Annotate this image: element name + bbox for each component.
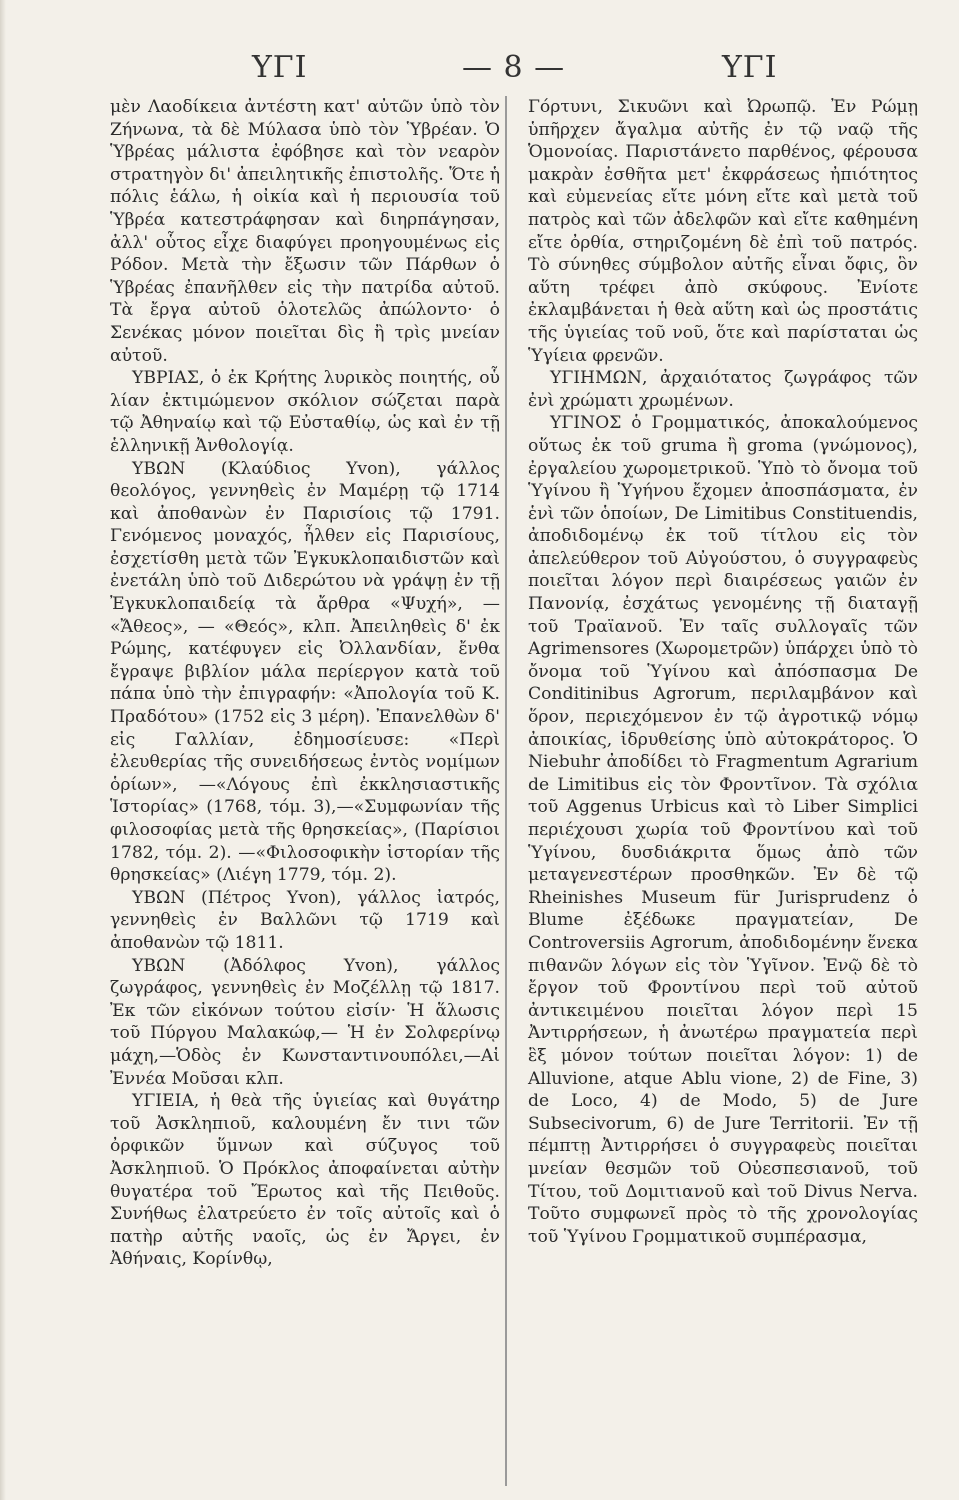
page-edge-shadow	[0, 0, 6, 1500]
entry-hygieia: ΥΓΙΕΙΑ, ἡ θεὰ τῆς ὑγιείας καὶ θυγάτηρ τοῦ Ἀσκληπιοῦ, καλουμένη ἔν τινι τῶν ὀρφικῶν ὕμνων καὶ σύζυγος τοῦ Ἀσκληπιοῦ. Ὁ Πρόκλος ἀποφαίνεται αὐτὴν θυγατέρα τοῦ Ἔρωτος καὶ τῆς Πειθοῦς. Συνήθως ἐλατρεύετο ἐν τοῖς αὐτοῖς καὶ ὁ πατὴρ αὐτῆς ναοῖς, ὡς ἐν Ἄργει, ἐν Ἀθήναις, Κορίνθῳ,	[110, 1091, 500, 1270]
page-number: — 8 —	[462, 50, 566, 85]
entry-hygiemon: ΥΓΙΗΜΩΝ, ἀρχαιότατος ζωγράφος τῶν ἐνὶ χρώματι χρωμένων.	[528, 368, 918, 411]
entry-hyginus: ΥΓΙΝΟΣ ὁ Γρομματικός, ἀποκαλούμενος οὕτως ἐκ τοῦ gruma ἢ groma (γνώμονος), ἐργαλείου χωρομετρικοῦ. Ὑπὸ τὸ ὄνομα τοῦ Ὑγίνου ἢ Ὑγήνου ἔχομεν ἀποσπάσματα, ἐν ἑνὶ τῶν ὁποίων, De Limitibus Constituendis, ἀποδιδομένῳ ἐκ τοῦ τίτλου εἰς τὸν ἀπελεύθερον τοῦ Αὐγούστου, ὁ συγγραφεὺς ποιεῖται λόγον περὶ διαιρέσεως γαιῶν ἐν Πανονίᾳ, ἐσχάτως γενομένης τῇ διαταγῇ τοῦ Τραϊανοῦ. Ἐν ταῖς συλλογαῖς τῶν Agrimensores (Χωρομετρῶν) ὑπάρχει ὑπὸ τὸ ὄνομα τοῦ Ὑγίνου καὶ ἀπόσπασμα De Conditinibus Agrorum, περιλαμβάνον καὶ ὅρον, περιεχόμενον ἐν τῷ ἀγροτικῷ νόμῳ ἀποικίας, ἱδρυθείσης ὑπὸ αὐτοκράτορος. Ὁ Niebuhr ἀποδίδει τὸ Fragmentum Agrarium de Limitibus εἰς τὸν Φροντῖνον. Τὰ σχόλια τοῦ Aggenus Urbicus καὶ τὸ Liber Simplici περιέχουσι χωρία τοῦ Φροντίνου καὶ τοῦ Ὑγίνου, δυσδιάκριτα ὅμως ἀπὸ τῶν μεταγενεστέρων προσθηκῶν. Ἐν δὲ τῷ Rheinishes Museum für Jurisprudenz ὁ Blume ἐξέδωκε πραγματείαν, De Controversiis Agrorum, ἀποδιδομένην ἕνεκα πιθανῶν λόγων εἰς τὸν Ὑγῖνον. Ἐνῷ δὲ τὸ ἔργον τοῦ Φροντίνου περὶ τοῦ αὐτοῦ ἀντικειμένου ποιεῖται λόγον περὶ 15 Ἀντιρρήσεων, ἡ ἀνωτέρω πραγματεία περὶ ἓξ μόνον τούτων ποιεῖται λόγον: 1) de Alluvione, atque Ablu vione, 2) de Fine, 3) de Loco, 4) de Modo, 5) de Jure Subsecivorum, 6) de Jure Territorii. Ἐν τῇ πέμπτῃ Ἀντιρρήσει ὁ συγγραφεὺς ποιεῖται μνείαν θεσμῶν τοῦ Οὐεσπεσιανοῦ, τοῦ Τίτου, τοῦ Δομιτιανοῦ καὶ τοῦ Divus Nerva. Τοῦτο συμφωνεῖ πρὸς τὸ τῆς χρονολογίας τοῦ Ὑγίνου Γρομματικοῦ συμπέρασμα,	[528, 413, 918, 1247]
entry-continuation: μὲν Λαοδίκεια ἀντέστη κατ' αὐτῶν ὑπὸ τὸν Ζήνωνα, τὰ δὲ Μύλασα ὑπὸ τὸν Ὑβρέαν. Ὁ Ὑβρέας μάλιστα ἐφόβησε καὶ τὸν νεαρὸν στρατηγὸν δι' ἀπειλητικῆς ἐπιστολῆς. Ὅτε ἡ πόλις ἑάλω, ἡ οἰκία καὶ ἡ περιουσία τοῦ Ὑβρέα κατεστράφησαν καὶ διηρπάγησαν, ἀλλ' οὗτος εἶχε διαφύγει προηγουμένως εἰς Ρόδον. Μετὰ τὴν ἔξωσιν τῶν Πάρθων ὁ Ὑβρέας ἐπανῆλθεν εἰς τὴν πατρίδα αὐτοῦ. Τὰ ἔργα αὐτοῦ ὁλοτελῶς ἀπώλοντο· ὁ Σενέκας μόνον ποιεῖται δὶς ἢ τρὶς μνείαν αὐτοῦ.	[110, 97, 501, 366]
running-head-left: ΥΓΙ	[252, 50, 308, 85]
entry-yvon-pierre: ΥΒΩΝ (Πέτρος Yvon), γάλλος ἰατρός, γεννηθεὶς ἐν Βαλλῶνι τῷ 1719 καὶ ἀποθανὼν τῷ 1811.	[110, 887, 500, 953]
entry-yvon-claude: ΥΒΩΝ (Κλαύδιος Yvon), γάλλος θεολόγος, γεννηθεὶς ἐν Μαμέρῃ τῷ 1714 καὶ ἀποθανὼν ἐν Παρισίοις τῷ 1791. Γενόμενος μοναχός, ἦλθεν εἰς Παρισίους, ἐσχετίσθη μετὰ τῶν Ἐγκυκλοπαιδιστῶν καὶ ἐνετάλη ὑπὸ τοῦ Διδερώτου νὰ γράψῃ ἐν τῇ Ἐγκυκλοπαιδείᾳ τὰ ἄρθρα «Ψυχή», — «Ἄθεος», — «Θεός», κλπ. Ἀπειληθεὶς δ' ἐκ Ρώμης, κατέφυγεν εἰς Ὀλλανδίαν, ἔνθα ἔγραψε βιβλίον μάλα περίεργον κατὰ τοῦ πάπα ὑπὸ τὴν ἐπιγραφήν: «Ἀπολογία τοῦ Κ. Πραδότου» (1752 εἰς 3 μέρη). Ἐπανελθὼν δ' εἰς Γαλλίαν, ἐδημοσίευσε: «Περὶ ἐλευθερίας τῆς συνειδήσεως ἐντὸς νομίμων ὁρίων», —«Λόγους ἐπὶ ἐκκλησιαστικῆς Ἱστορίας» (1768, τόμ. 3),—«Συμφωνίαν τῆς φιλοσοφίας μετὰ τῆς θρησκείας», (Παρίσιοι 1782, τόμ. 2). —«Φιλοσοφικὴν ἱστορίαν τῆς θρησκείας» (Λιέγη 1779, τόμ. 2).	[110, 458, 500, 886]
column-divider	[505, 96, 507, 1486]
left-column	[110, 96, 500, 1271]
entry-hybrias: ΥΒΡΙΑΣ, ὁ ἐκ Κρήτης λυρικὸς ποιητής, οὗ λίαν ἐκτιμώμενον σκόλιον σώζεται παρὰ τῷ Ἀθηναίῳ καὶ τῷ Εὐσταθίῳ, ὡς καὶ ἐν τῇ ἑλληνικῇ Ἀνθολογίᾳ.	[110, 368, 500, 456]
running-head-right: ΥΓΙ	[722, 50, 778, 85]
entry-hygieia-continued: Γόρτυνι, Σικυῶνι καὶ Ὠρωπῷ. Ἐν Ρώμῃ ὑπῆρχεν ἄγαλμα αὐτῆς ἐν τῷ ναῷ τῆς Ὁμονοίας. Παριστάνετο παρθένος, φέρουσα μακρὰν ἐσθῆτα μετ' ἐκφράσεως ἠπιότητος καὶ εὐμενείας εἴτε μόνη εἴτε καὶ μετὰ τοῦ πατρὸς καὶ τῶν ἀδελφῶν καὶ εἴτε καθημένη εἴτε ὀρθία, στηριζομένη δὲ ἐπὶ τοῦ πατρός. Τὸ σύνηθες σύμβολον αὐτῆς εἶναι ὄφις, ὃν αὕτη τρέφει ἀπὸ σκύφους. Ἐνίοτε ἐκλαμβάνεται ἡ θεὰ αὕτη καὶ ὡς προστάτις τῆς ὑγιείας τοῦ νοῦ, ὅτε καὶ παρίσταται ὡς Ὑγίεια φρενῶν.	[528, 97, 918, 366]
entry-yvon-adolphe: ΥΒΩΝ (Ἀδόλφος Yvon), γάλλος ζωγράφος, γεννηθεὶς ἐν Μοζέλλῃ τῷ 1817. Ἐκ τῶν εἰκόνων τούτου εἰσίν· Ἡ ἅλωσις τοῦ Πύργου Μαλακώφ,— Ἡ ἐν Σολφερίνῳ μάχη,—Ὁδὸς ἐν Κωνσταντινουπόλει,—Αἱ Ἐννέα Μοῦσαι κλπ.	[110, 955, 500, 1089]
right-column	[528, 96, 918, 1248]
